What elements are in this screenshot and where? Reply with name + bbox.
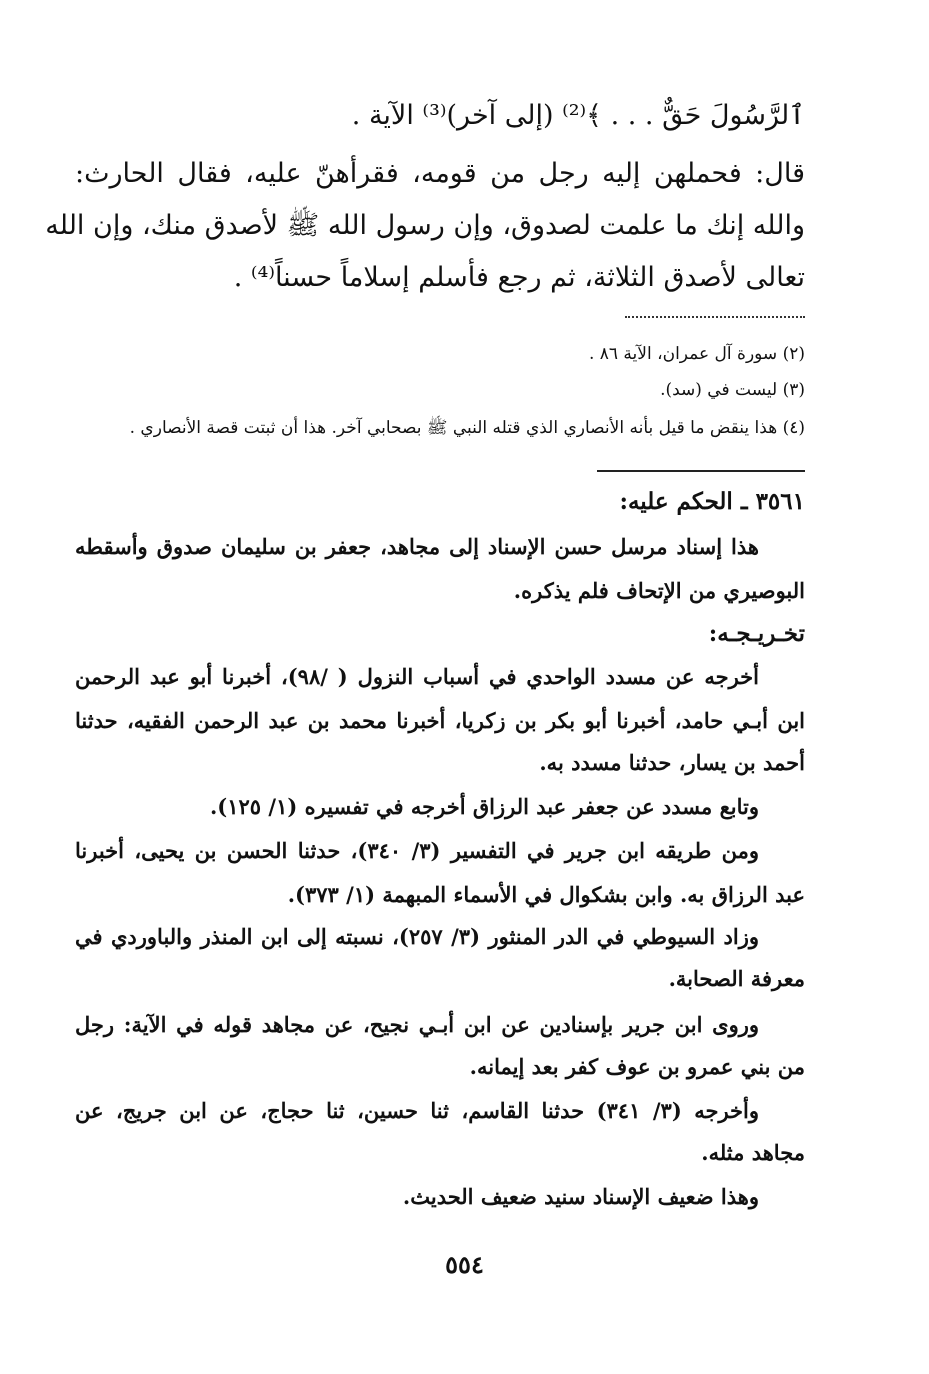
takhrij-line: وروى ابن جرير بإسنادين عن ابن أبـي نجيح، عن مجاهد قوله في الآية: رجل bbox=[75, 1012, 759, 1037]
page-number: ٥٥٤ bbox=[445, 1250, 484, 1279]
footnote: (٣) ليست في (سد). bbox=[660, 380, 805, 400]
footnote: (٢) سورة آل عمران، الآية ٨٦ . bbox=[588, 344, 805, 364]
quote-tail: ٱلرَّسُولَ حَقٌّ . . . ﴾⁽²⁾ (إلى آخر)⁽³⁾ الآية . bbox=[351, 100, 805, 131]
takhrij-line: معرفة الصحابة. bbox=[668, 966, 805, 991]
takhrij-line: من بني عمرو بن عوف كفر بعد إيمانه. bbox=[469, 1054, 805, 1079]
takhrij-heading: تخـريـجـه: bbox=[708, 620, 805, 647]
footnote: (٤) هذا ينقض ما قيل بأنه الأنصاري الذي قتله النبي ﷺ بصحابي آخر. هذا أن ثبتت قصة الأنصاري . bbox=[129, 418, 805, 438]
takhrij-line: أحمد بن يسار، حدثنا مسدد به. bbox=[539, 750, 805, 775]
takhrij-line: ومن طريقه ابن جرير في التفسير (٣/ ٣٤٠)، حدثنا الحسن بن يحيى، أخبرنا bbox=[75, 838, 760, 863]
takhrij-line: وتابع مسدد عن جعفر عبد الرزاق أخرجه في تفسيره (١/ ١٢٥). bbox=[210, 794, 759, 819]
takhrij-line: مجاهد مثله. bbox=[701, 1140, 805, 1165]
takhrij-line: ابن أبـي حامد، أخبرنا أبو بكر بن زكريا، أخبرنا محمد بن عبد الرحمن الفقيه، حدثنا bbox=[75, 708, 805, 733]
takhrij-line: أخرجه عن مسدد الواحدي في أسباب النزول ( /٩٨)، أخبرنا أبو عبد الرحمن bbox=[75, 664, 759, 689]
ruling-line: البوصيري من الإتحاف فلم يذكره. bbox=[513, 578, 805, 603]
takhrij-line: عبد الرزاق به. وابن بشكوال في الأسماء المبهمة (١/ ٣٧٣). bbox=[287, 882, 805, 907]
ruling-line: هذا إسناد مرسل حسن الإسناد إلى مجاهد، جعفر بن سليمان صدوق وأسقطه bbox=[75, 534, 759, 559]
takhrij-line: وهذا ضعيف الإسناد سنيد ضعيف الحديث. bbox=[402, 1184, 759, 1209]
takhrij-line: وأخرجه (٣/ ٣٤١) حدثنا القاسم، ثنا حسين، ثنا حجاج، عن ابن جريج، عن bbox=[75, 1098, 760, 1123]
takhrij-line: وزاد السيوطي في الدر المنثور (٣/ ٢٥٧)، نسبته إلى ابن المنذر والباوردي في bbox=[75, 924, 760, 949]
narrative-line: قال: فحملهن إليه رجل من قومه، فقرأهنّ عليه، فقال الحارث: bbox=[75, 158, 805, 189]
ruling-heading: ٣٥٦١ ـ الحكم عليه: bbox=[619, 488, 805, 515]
narrative-line: والله إنك ما علمت لصدوق، وإن رسول الله ﷺ لأصدق منك، وإن الله bbox=[45, 210, 805, 241]
section-divider bbox=[597, 470, 805, 472]
narrative-line: تعالى لأصدق الثلاثة، ثم رجع فأسلم إسلاماً حسناً⁽⁴⁾ . bbox=[233, 262, 805, 293]
footnote-separator bbox=[625, 316, 805, 318]
